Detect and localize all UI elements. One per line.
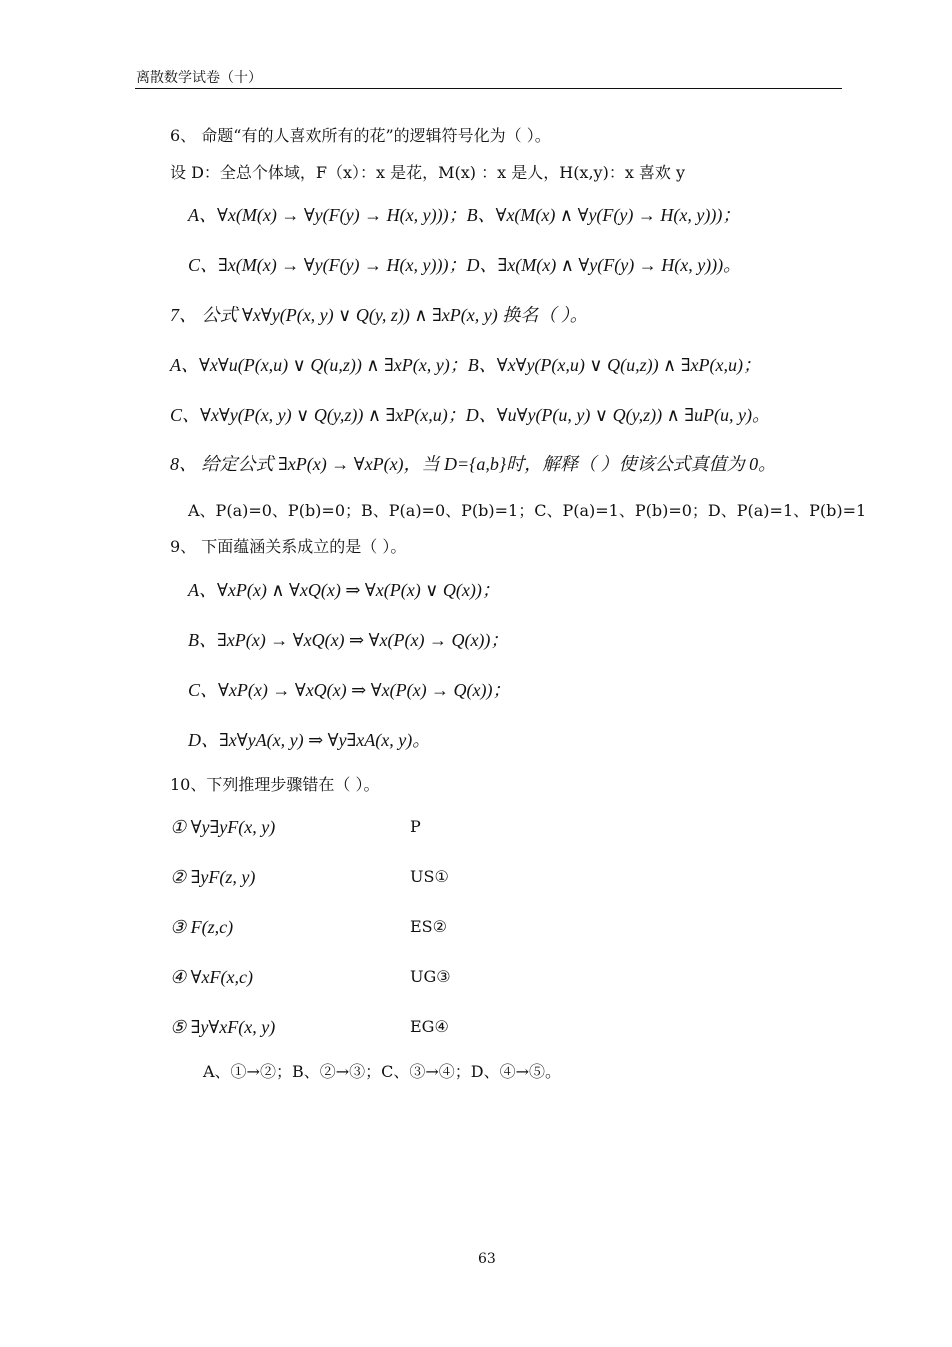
q9-stem: 9、 下面蕴涵关系成立的是（ ）。 xyxy=(170,537,407,556)
q8-stem: 8、 给定公式 ∃xP(x) → ∀xP(x)，当 D={a,b}时，解释（ ）使该公式真值为 0。 xyxy=(170,454,777,474)
q6-options-cd: C、∃x(M(x) → ∀y(F(y) → H(x, y)))；D、∃x(M(x) ∧ ∀y(F(y) → H(x, y)))。 xyxy=(188,255,742,275)
q7-options-cd: C、∀x∀y(P(x, y) ∨ Q(y,z)) ∧ ∃xP(x,u)；D、∀u∀y(P(u, y) ∨ Q(y,z)) ∧ ∃uP(u, y)。 xyxy=(170,405,770,425)
q10-step-rule: EG④ xyxy=(410,1017,449,1036)
header-title: 离散数学试卷（十） xyxy=(136,70,262,86)
q9-option-a: A、∀xP(x) ∧ ∀xQ(x) ⇒ ∀x(P(x) ∨ Q(x))； xyxy=(188,580,500,600)
q8-options: A、P(a)=0、P(b)=0；B、P(a)=0、P(b)=1；C、P(a)=1、P(b)=0；D、P(a)=1、P(b)=1 xyxy=(188,501,867,520)
q10-options: A、①→②；B、②→③；C、③→④；D、④→⑤。 xyxy=(203,1062,562,1081)
page-number: 63 xyxy=(478,1251,496,1267)
q9-option-c: C、∀xP(x) → ∀xQ(x) ⇒ ∀x(P(x) → Q(x))； xyxy=(188,680,511,700)
q9-option-d: D、∃x∀yA(x, y) ⇒ ∀y∃xA(x, y)。 xyxy=(188,730,431,750)
q10-step-rule: UG③ xyxy=(410,967,451,986)
q10-step-formula: ④ ∀xF(x,c) xyxy=(170,967,253,987)
q10-step-rule: P xyxy=(410,817,421,836)
q10-step-formula: ③ F(z,c) xyxy=(170,917,234,937)
q10-step-rule: US① xyxy=(410,867,449,886)
q6-options-ab: A、∀x(M(x) → ∀y(F(y) → H(x, y)))；B、∀x(M(x) ∧ ∀y(F(y) → H(x, y)))； xyxy=(188,205,741,225)
q7-stem: 7、 公式 ∀x∀y(P(x, y) ∨ Q(y, z)) ∧ ∃xP(x, y) 换名（ ）。 xyxy=(170,305,588,325)
q10-step-formula: ① ∀y∃yF(x, y) xyxy=(170,817,276,837)
q7-options-ab: A、∀x∀u(P(x,u) ∨ Q(u,z)) ∧ ∃xP(x, y)；B、∀x∀y(P(x,u) ∨ Q(u,z)) ∧ ∃xP(x,u)； xyxy=(170,355,761,375)
q10-step-formula: ② ∃yF(z, y) xyxy=(170,867,256,887)
q10-stem: 10、下列推理步骤错在（ ）。 xyxy=(170,775,380,794)
q6-setup: 设 D：全总个体域，F（x）：x 是花，M(x) ：x 是人，H(x,y)：x 喜欢 y xyxy=(170,163,686,182)
q9-option-b: B、∃xP(x) → ∀xQ(x) ⇒ ∀x(P(x) → Q(x))； xyxy=(188,630,509,650)
header-divider xyxy=(135,88,842,89)
q10-step-rule: ES② xyxy=(410,917,447,936)
q6-stem: 6、 命题“有的人喜欢所有的花”的逻辑符号化为（ ）。 xyxy=(170,126,551,145)
q10-step-formula: ⑤ ∃y∀xF(x, y) xyxy=(170,1017,276,1037)
